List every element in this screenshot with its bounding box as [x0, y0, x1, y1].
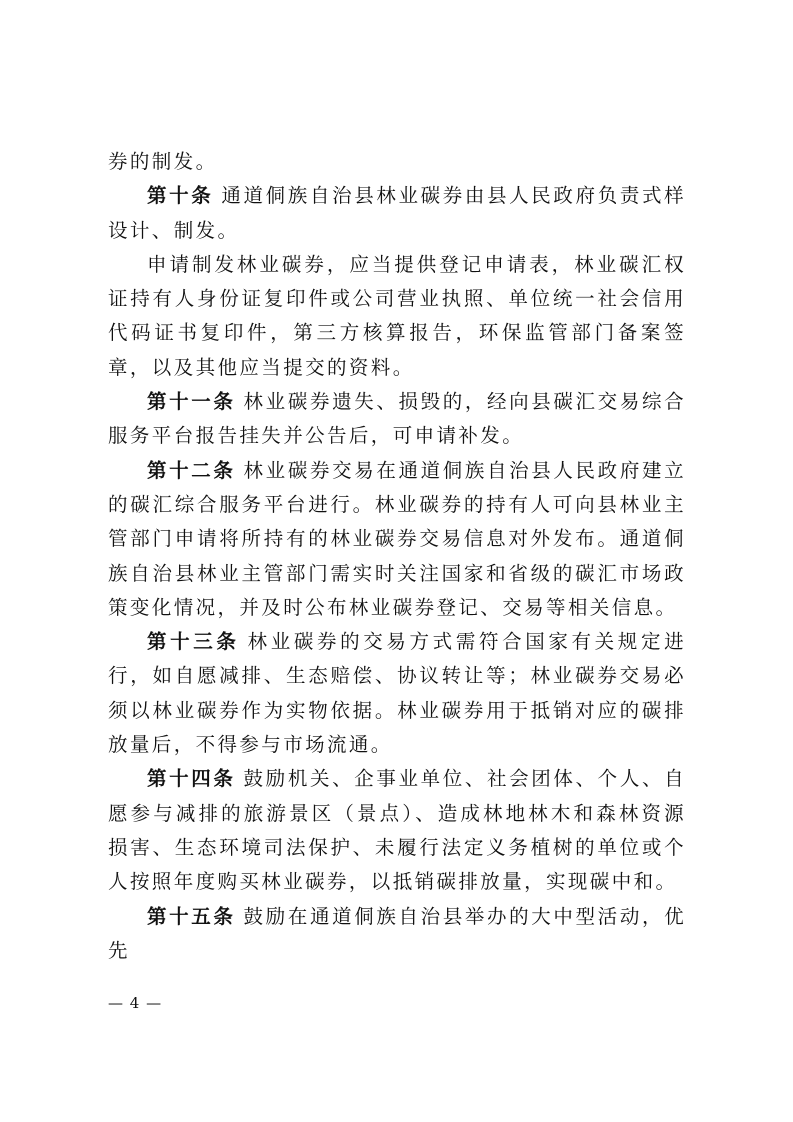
- article-13: [108, 625, 686, 762]
- article-number: 第十条: [147, 184, 214, 208]
- article-number: 第十五条: [147, 904, 236, 928]
- paragraph-text: 鼓励在通道侗族自治县举办的大中型活动，优先: [108, 904, 686, 962]
- paragraph-text: 通道侗族自治县林业碳券由县人民政府负责式样设计、制发。: [108, 184, 686, 242]
- page-number: — 4 —: [108, 994, 163, 1012]
- article-14: [108, 762, 686, 899]
- article-12: [108, 454, 686, 625]
- paragraph-continuation: [108, 145, 686, 179]
- paragraph-text: 鼓励机关、企事业单位、社会团体、个人、自愿参与减排的旅游景区（景点）、造成林地林木和森林资源损害、生态环境司法保护、未履行法定义务植树的单位或个人按照年度购买林业碳券，以抵销碳排放量，实现碳中和。: [108, 767, 686, 894]
- article-number: 第十一条: [147, 390, 236, 414]
- article-number: 第十四条: [147, 767, 236, 791]
- article-number: 第十三条: [147, 630, 240, 654]
- paragraph-text: 林业碳券遗失、损毁的，经向县碳汇交易综合服务平台报告挂失并公告后，可申请补发。: [108, 390, 686, 448]
- article-number: 第十二条: [147, 458, 236, 482]
- article-10: [108, 179, 686, 248]
- paragraph-text: 券的制发。: [108, 150, 218, 173]
- paragraph-text: 林业碳券交易在通道侗族自治县人民政府建立的碳汇综合服务平台进行。林业碳券的持有人可向县林业主管部门申请将所持有的林业碳券交易信息对外发布。通道侗族自治县林业主管部门需实时关注国家和省级的碳汇市场政策变化情况，并及时公布林业碳券登记、交易等相关信息。: [108, 458, 686, 619]
- document-body: [108, 145, 686, 968]
- article-15: [108, 900, 686, 969]
- article-10-paragraph-2: [108, 248, 686, 385]
- paragraph-text: 申请制发林业碳券，应当提供登记申请表，林业碳汇权证持有人身份证复印件或公司营业执照、单位统一社会信用代码证书复印件，第三方核算报告，环保监管部门备案签章，以及其他应当提交的资料。: [108, 252, 686, 379]
- article-11: [108, 385, 686, 454]
- paragraph-text: 林业碳券的交易方式需符合国家有关规定进行，如自愿减排、生态赔偿、协议转让等；林业碳券交易必须以林业碳券作为实物依据。林业碳券用于抵销对应的碳排放量后，不得参与市场流通。: [108, 630, 686, 757]
